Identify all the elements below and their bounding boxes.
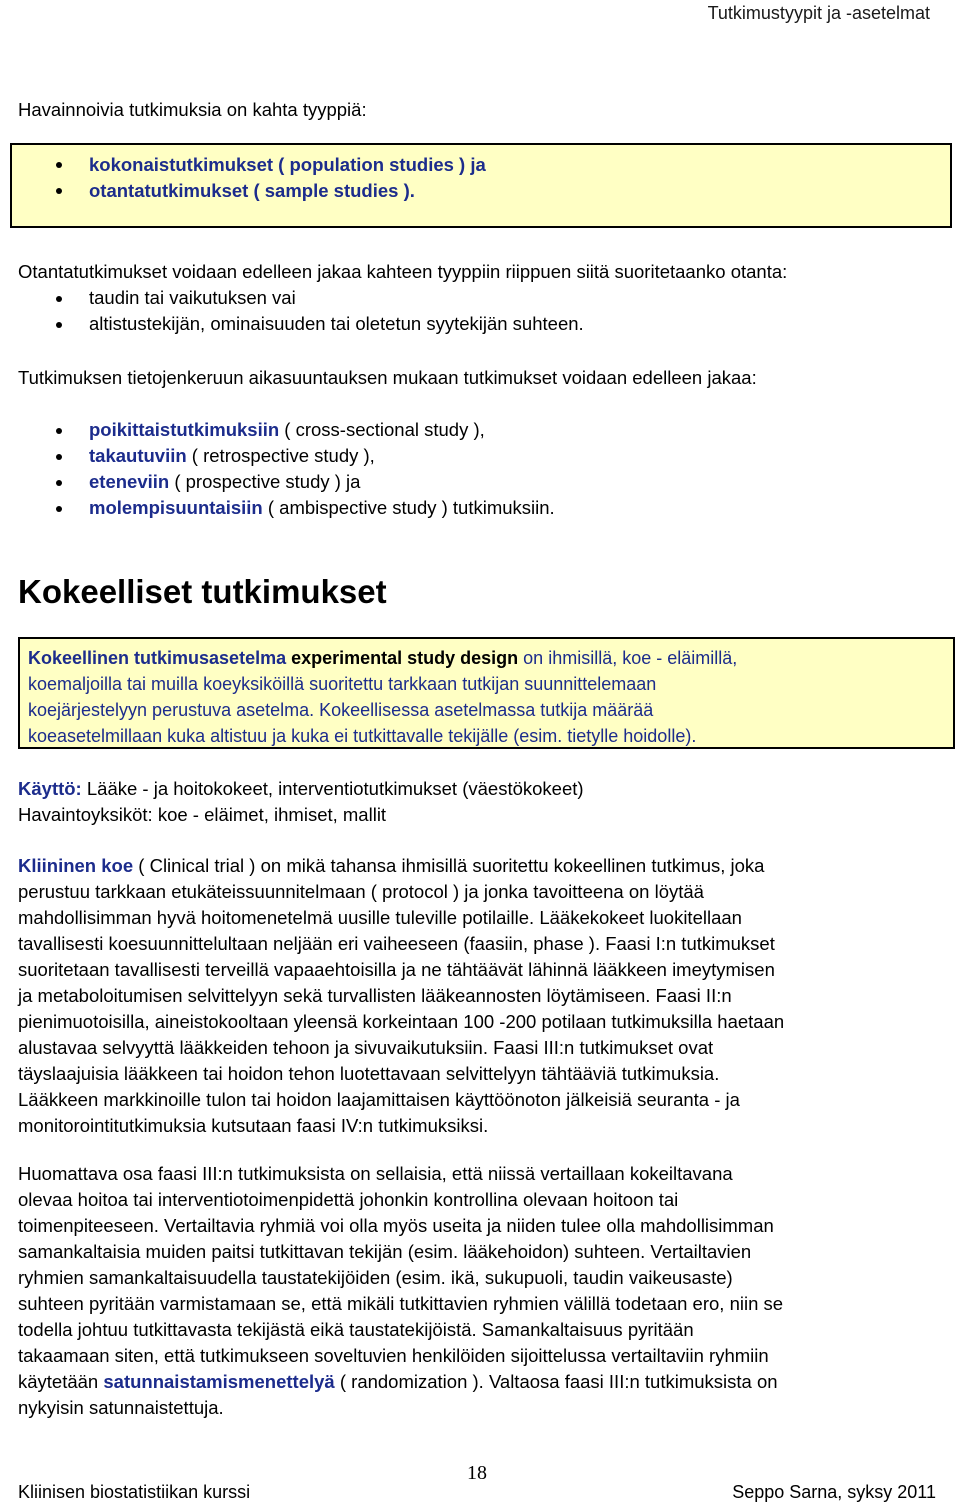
bullet-cross-sectional: poikittaistutkimuksiin ( cross-sectional study ), <box>89 419 485 440</box>
bullet-icon <box>56 322 62 328</box>
section2-intro: Otantatutkimukset voidaan edelleen jakaa kahteen tyyppiin riippuen siitä suoritetaanko otanta: <box>18 261 788 282</box>
observation-units-line: Havaintoyksiköt: koe - eläimet, ihmiset, mallit <box>18 804 387 825</box>
bullet-exposure: altistustekijän, ominaisuuden tai oletetun syytekijän suhteen. <box>89 313 584 334</box>
clinical-line: täyslaajuisia lääkkeen tai hoidon tehon luotettavaan selvittelyyn tähtääviä tutkimuksia. <box>18 1063 720 1084</box>
phase3-line: Huomattava osa faasi III:n tutkimuksista on sellaisia, että niissä vertaillaan kokeiltavana <box>18 1163 733 1184</box>
clinical-line: Lääkkeen markkinoille tulon tai hoidon laajamittaisen käyttöönoton jälkeisiä seuranta - ja <box>18 1089 740 1110</box>
usage-line: Käyttö: Lääke - ja hoitokokeet, interventiotutkimukset (väestökokeet) <box>18 778 584 799</box>
definition-line-3: koejärjestelyyn perustuva asetelma. Kokeellisessa asetelmassa tutkija määrää <box>28 700 654 720</box>
bullet-sample-studies: otantatutkimukset ( sample studies ). <box>89 180 415 201</box>
definition-line-1: Kokeellinen tutkimusasetelma experimental study design on ihmisillä, koe - eläimillä, <box>28 648 738 668</box>
bullet-icon <box>56 428 62 434</box>
phase3-randomization-line: käytetään satunnaistamismenettelyä ( randomization ). Valtaosa faasi III:n tutkimuksista on <box>18 1371 778 1392</box>
section3-intro: Tutkimuksen tietojenkeruun aikasuuntauksen mukaan tutkimukset voidaan edelleen jakaa: <box>18 367 757 388</box>
definition-line-2: koemaljoilla tai muilla koeyksiköillä suoritettu tarkkaan tutkijan suunnittelemaan <box>28 674 657 694</box>
bullet-icon <box>56 162 62 168</box>
clinical-line: tavallisesti koesuunnittelultaan neljään eri vaiheeseen (faasiin, phase ). Faasi I:n tutkimukset <box>18 933 775 954</box>
bullet-population-studies: kokonaistutkimukset ( population studies ) ja <box>89 154 486 175</box>
section1-intro: Havainnoivia tutkimuksia on kahta tyyppiä: <box>18 99 367 120</box>
clinical-line: suoritetaan tavallisesti terveillä vapaaehtoisilla ja ne tähtäävät lähinnä lääkkeen imeytymisen <box>18 959 775 980</box>
clinical-line: mahdollisimman hyvä hoitomenetelmä uusille tuleville potilaille. Lääkekokeet luokitellaan <box>18 907 742 928</box>
bullet-icon <box>56 506 62 512</box>
footer-author: Seppo Sarna, syksy 2011 <box>732 1482 936 1502</box>
phase3-line: ryhmien samankaltaisuudella taustatekijöiden (esim. ikä, sukupuoli, taudin vaikeusaste) <box>18 1267 733 1288</box>
bullet-icon <box>56 296 62 302</box>
phase3-line: takaamaan siten, että tutkimukseen soveltuvien henkilöiden sijoittelussa vertailtaviin ryhmiin <box>18 1345 769 1366</box>
page-number: 18 <box>467 1462 487 1484</box>
phase3-line: suhteen pyritään varmistamaan se, että mikäli tutkittavien ryhmien välillä todetaan ero, niin se <box>18 1293 784 1314</box>
clinical-line: monitorointitutkimuksia kutsutaan faasi IV:n tutkimuksiksi. <box>18 1115 489 1136</box>
bullet-disease: taudin tai vaikutuksen vai <box>89 287 296 308</box>
phase3-line: olevaa hoitoa tai interventiotoimenpidettä johonkin kontrollina olevaan hoitoon tai <box>18 1189 679 1210</box>
running-header: Tutkimustyypit ja -asetelmat <box>707 3 930 23</box>
definition-line-4: koeasetelmillaan kuka altistuu ja kuka ei tutkittavalle tekijälle (esim. tietylle hoidolle). <box>28 726 697 746</box>
bullet-icon <box>56 454 62 460</box>
phase3-line: toimenpiteeseen. Vertailtavia ryhmiä voi olla myös useita ja niiden tulee olla mahdollisimman <box>18 1215 774 1236</box>
phase3-final-line: nykyisin satunnaistettuja. <box>18 1397 224 1418</box>
bullet-icon <box>56 188 62 194</box>
phase3-line: todella johtuu tutkittavasta tekijästä eikä taustatekijöistä. Samankaltaisuus pyritään <box>18 1319 694 1340</box>
clinical-line: perustuu tarkkaan etukäteissuunnitelmaan ( protocol ) ja jonka tavoitteena on löytää <box>18 881 704 902</box>
bullet-ambispective: molempisuuntaisiin ( ambispective study ) tutkimuksiin. <box>89 497 555 518</box>
clinical-line: alustavaa selvyyttä lääkkeiden tehoon ja sivuvaikutuksiin. Faasi III:n tutkimukset ovat <box>18 1037 714 1058</box>
bullet-icon <box>56 480 62 486</box>
clinical-line: ja metaboloitumisen selvittelyyn sekä turvallisten lääkeannosten löytämiseen. Faasi II:n <box>18 985 732 1006</box>
clinical-line: pienimuotoisilla, aineistokooltaan yleensä korkeintaan 100 -200 potilaan tutkimuksilla haetaan <box>18 1011 785 1032</box>
footer-course: Kliinisen biostatistiikan kurssi <box>18 1482 251 1502</box>
bullet-prospective: eteneviin ( prospective study ) ja <box>89 471 361 492</box>
section-heading: Kokeelliset tutkimukset <box>18 573 387 610</box>
phase3-line: samankaltaisia muiden paitsi tutkittavan tekijän (esim. lääkehoidon) suhteen. Vertailtavien <box>18 1241 752 1262</box>
bullet-retrospective: takautuviin ( retrospective study ), <box>89 445 375 466</box>
clinical-line-1: Kliininen koe ( Clinical trial ) on mikä tahansa ihmisillä suoritettu kokeellinen tutkimus, joka <box>18 855 765 876</box>
